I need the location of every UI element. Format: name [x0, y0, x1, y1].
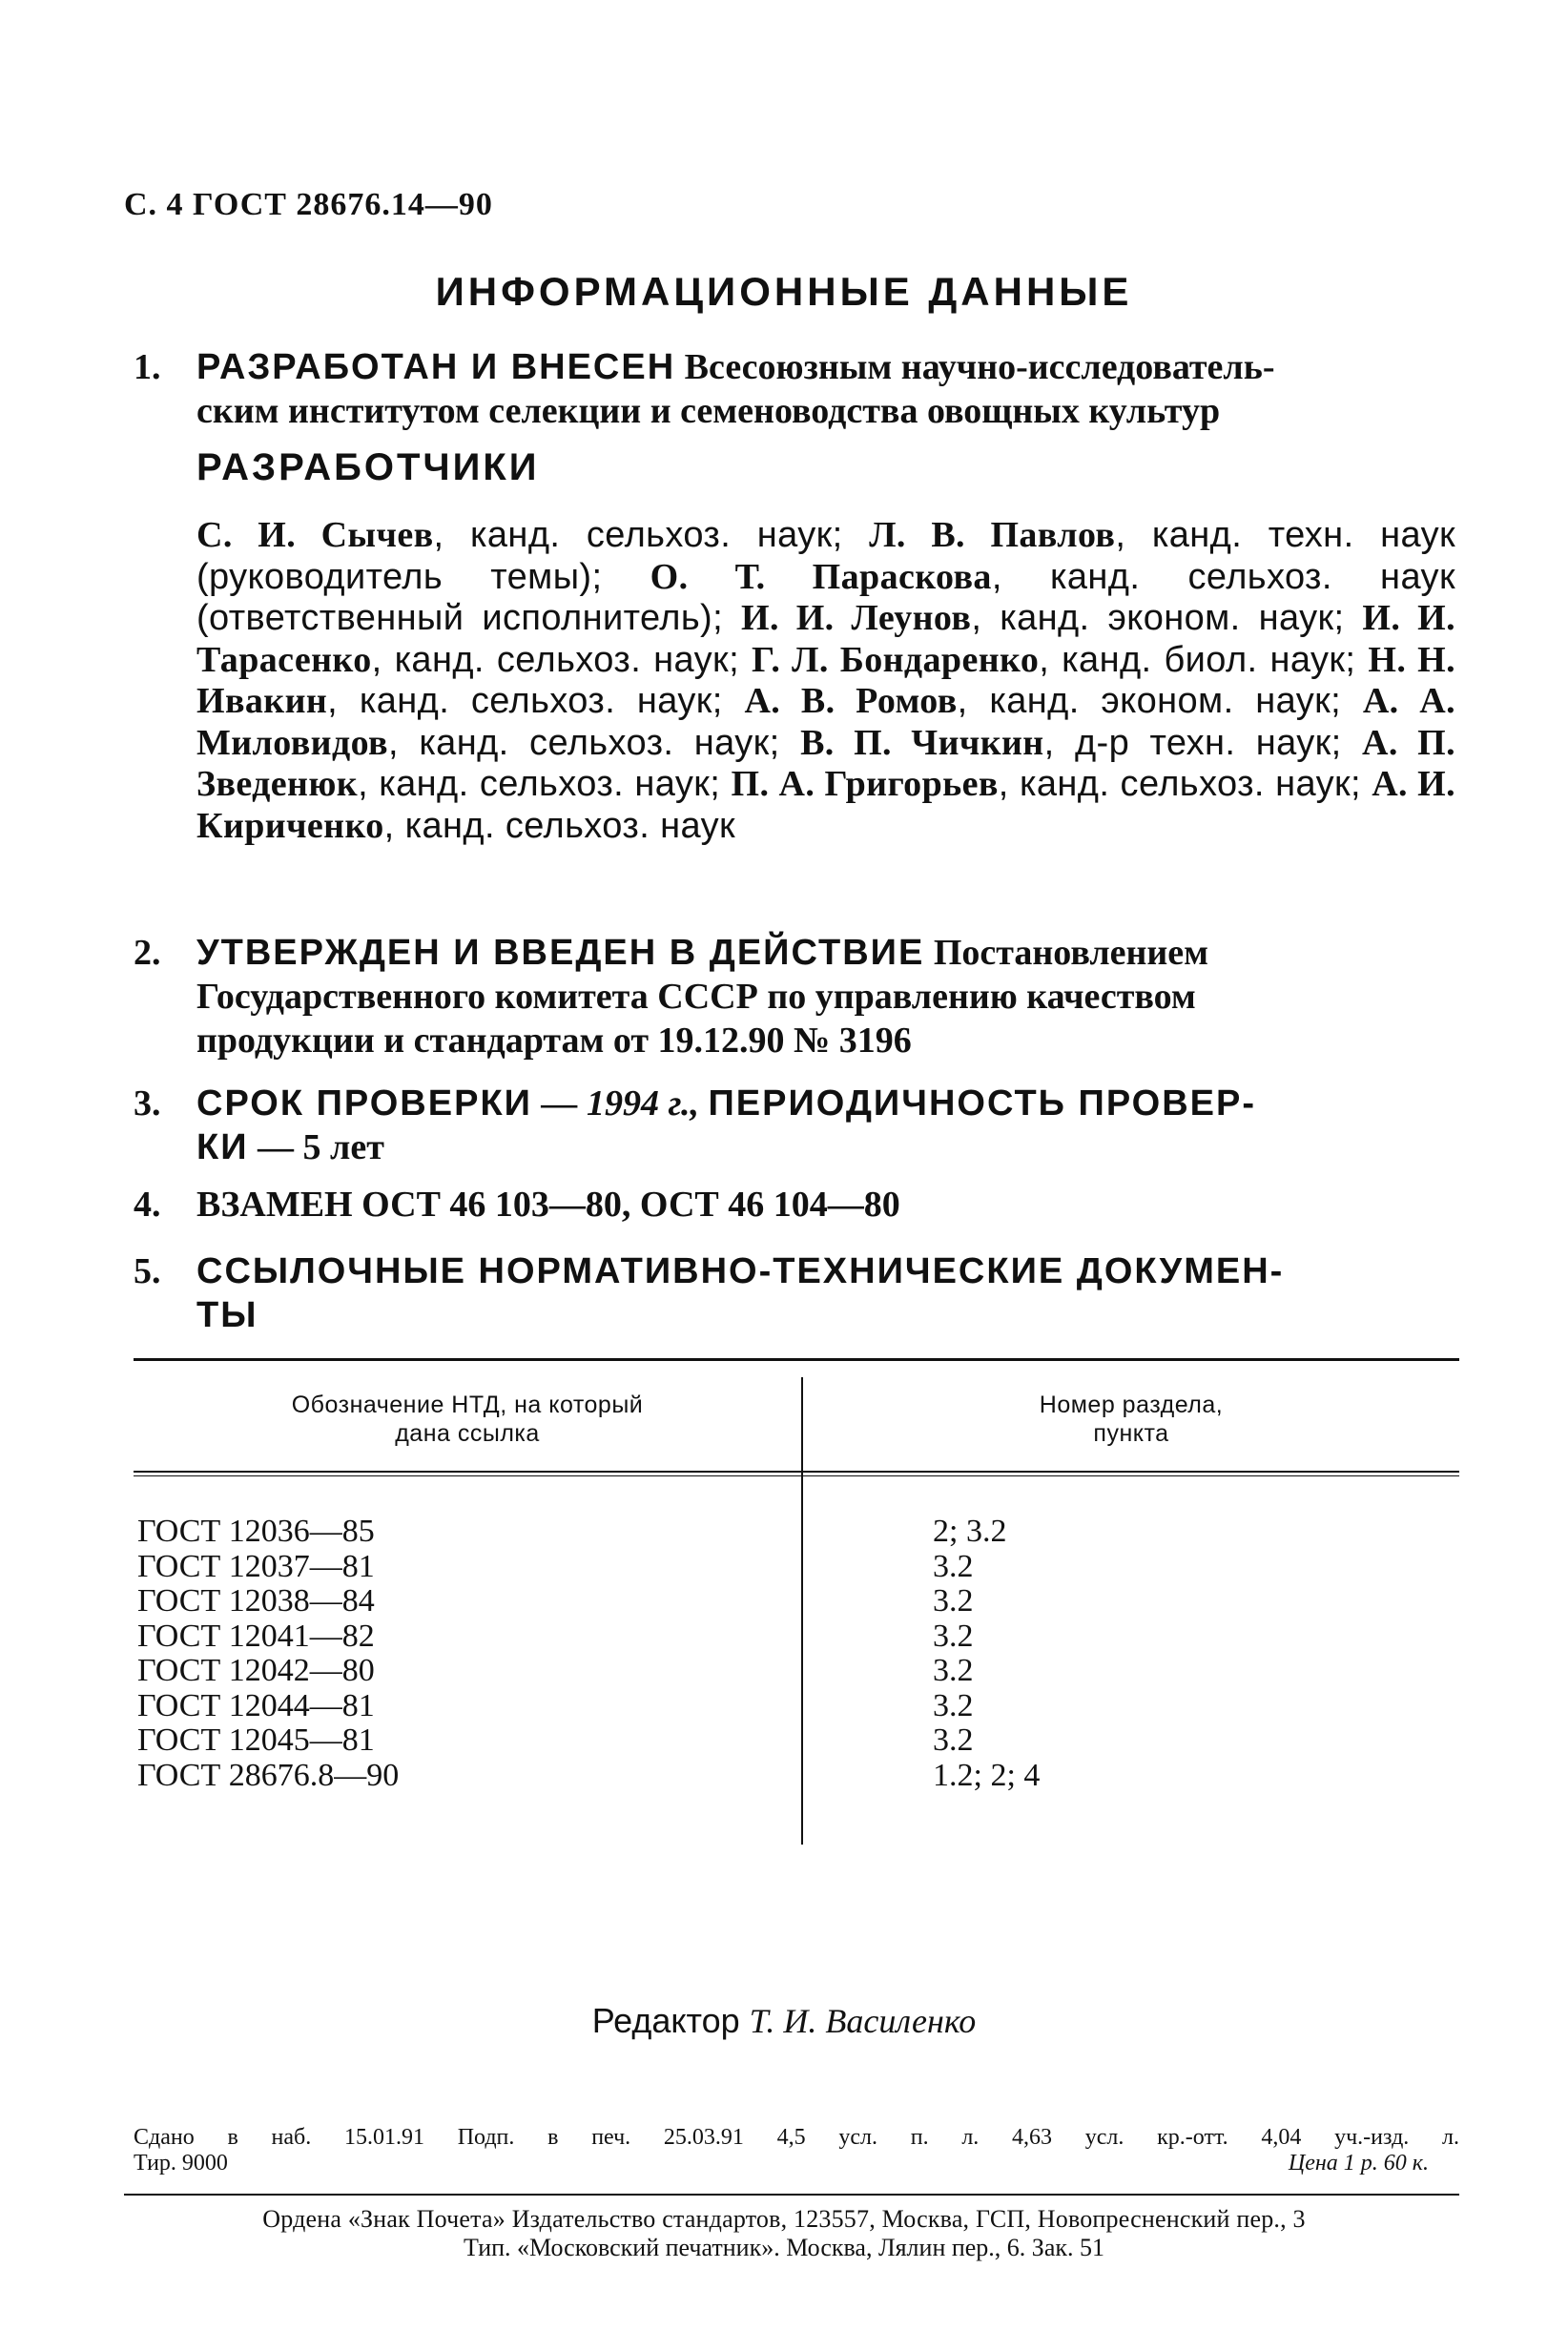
section-2-heading: УТВЕРЖДЕН И ВВЕДЕН В ДЕЙСТВИЕ — [196, 933, 925, 973]
table-cell-document: ГОСТ 12042—80 — [137, 1653, 375, 1688]
table-cell-section: 2; 3.2 — [933, 1514, 1007, 1549]
table-header-designation — [134, 1391, 801, 1448]
section-5-number: 5. — [134, 1251, 161, 1291]
section-3-year: — 1994 г., — [531, 1083, 709, 1124]
section-2-number: 2. — [134, 933, 161, 973]
developer-name: О. Т. Параскова — [650, 556, 992, 597]
developer-name: В. П. Чичкин — [800, 722, 1044, 763]
table-row — [134, 1654, 1459, 1689]
table-row — [134, 1619, 1459, 1655]
table-header-section-line-a: Номер раздела, — [1039, 1392, 1224, 1418]
table-cell-section: 3.2 — [933, 1722, 974, 1758]
table-row — [134, 1550, 1459, 1585]
table-cell-document: ГОСТ 12045—81 — [137, 1722, 375, 1758]
table-cell-section: 3.2 — [933, 1548, 974, 1584]
developer-name: И. И. Тарасенко — [196, 598, 1455, 680]
developer-title: , канд. сельхоз. наук; — [358, 764, 732, 804]
developer-name: А. П. Зведенюк — [196, 722, 1456, 804]
table-cell-section: 3.2 — [933, 1618, 974, 1654]
table-row — [134, 1723, 1459, 1759]
section-4 — [134, 1183, 1450, 1227]
table-cell-document: ГОСТ 12041—82 — [137, 1618, 375, 1654]
section-3 — [134, 1082, 1450, 1169]
section-2 — [134, 931, 1450, 1062]
section-5-heading-b: ТЫ — [196, 1295, 258, 1335]
imprint-line-1: Сдано в наб. 15.01.91 Подп. в печ. 25.03.91 4,5 усл. п. л. 4,63 усл. кр.-отт. 4,04 уч.-изд. л. — [134, 2125, 1459, 2150]
table-body — [134, 1515, 1459, 1793]
section-1-text-b: ским институтом селекции и семеноводства овощных культур — [196, 391, 1221, 431]
section-2-text-b: Государственного комитета СССР по управлению качеством — [196, 977, 1196, 1017]
section-2-text-c: продукции и стандартам от 19.12.90 № 3196 — [196, 1021, 912, 1061]
developer-title: , канд. сельхоз. наук — [383, 805, 736, 846]
table-header-designation-line-b: дана ссылка — [395, 1420, 540, 1447]
developer-name: П. А. Григорьев — [731, 764, 999, 804]
developer-name: И. И. Леунов — [740, 598, 972, 638]
publisher-line-2: Тип. «Московский печатник». Москва, Лялин пер., 6. Зак. 51 — [463, 2234, 1105, 2261]
footer-rule — [124, 2194, 1459, 2196]
section-3-tail: — 5 лет — [248, 1127, 384, 1167]
section-3-number: 3. — [134, 1083, 161, 1124]
section-3-heading-a: СРОК ПРОВЕРКИ — [196, 1083, 532, 1124]
table-cell-document: ГОСТ 12044—81 — [137, 1687, 375, 1723]
publisher-info — [0, 2205, 1568, 2262]
imprint — [134, 2125, 1459, 2176]
developer-title: , канд. эконом. наук; — [957, 681, 1363, 721]
developer-title: , канд. сельхоз. наук; — [998, 764, 1372, 804]
developers-heading: РАЗРАБОТЧИКИ — [196, 446, 540, 488]
developers-list — [196, 515, 1455, 847]
developer-title: , канд. техн. наук (руководитель темы); — [196, 515, 1455, 597]
developer-title: , канд. сельхоз. наук; — [327, 681, 745, 721]
imprint-line-2 — [134, 2151, 1459, 2176]
developer-title: , канд. биол. наук; — [1039, 639, 1369, 680]
table-cell-document: ГОСТ 12037—81 — [137, 1548, 375, 1584]
section-4-number: 4. — [134, 1185, 161, 1225]
table-cell-section: 3.2 — [933, 1653, 974, 1688]
section-1-number: 1. — [134, 347, 161, 387]
developer-name: А. И. Кириченко — [196, 764, 1456, 846]
developer-name: А. А. Миловидов — [196, 681, 1455, 763]
reference-table — [134, 1358, 1459, 1845]
table-row — [134, 1689, 1459, 1724]
developer-title: , д-р техн. наук; — [1043, 722, 1363, 763]
editor-label: Редактор — [591, 2001, 750, 2040]
section-3-heading-b: ПЕРИОДИЧНОСТЬ ПРОВЕР- — [708, 1083, 1257, 1124]
publisher-line-1: Ордена «Знак Почета» Издательство стандартов, 123557, Москва, ГСП, Новопресненский пер., 3 — [262, 2205, 1306, 2233]
editor-name: Т. И. Василенко — [749, 2002, 977, 2040]
imprint-price: Цена 1 р. 60 к. — [1288, 2151, 1429, 2176]
section-1-text-a: Всесоюзным научно-исследователь- — [684, 347, 1275, 387]
imprint-circulation: Тир. 9000 — [134, 2151, 228, 2176]
section-2-text-a: Постановлением — [933, 933, 1209, 973]
table-cell-document: ГОСТ 12036—85 — [137, 1514, 375, 1549]
developer-name: Н. Н. Ивакин — [196, 639, 1456, 721]
section-1-heading: РАЗРАБОТАН И ВНЕСЕН — [196, 347, 676, 387]
developer-title: , канд. сельхоз. наук; — [371, 639, 753, 680]
developer-name: Г. Л. Бондаренко — [752, 639, 1040, 680]
running-head: С. 4 ГОСТ 28676.14—90 — [124, 187, 493, 222]
editor-line — [0, 2001, 1568, 2041]
developer-title: , канд. эконом. наук; — [971, 598, 1363, 638]
developer-name: А. В. Ромов — [744, 681, 958, 721]
developer-title: , канд. сельхоз. наук (ответственный исполнитель); — [196, 556, 1455, 638]
table-cell-document: ГОСТ 28676.8—90 — [137, 1757, 400, 1793]
section-1 — [134, 345, 1450, 433]
table-header-section — [803, 1391, 1459, 1448]
section-4-text: ВЗАМЕН ОСТ 46 103—80, ОСТ 46 104—80 — [196, 1185, 900, 1225]
developer-title: , канд. сельхоз. наук; — [433, 515, 870, 555]
developer-name: Л. В. Павлов — [869, 515, 1116, 555]
page-title: ИНФОРМАЦИОННЫЕ ДАННЫЕ — [435, 269, 1133, 314]
table-cell-section: 3.2 — [933, 1583, 974, 1619]
table-row — [134, 1759, 1459, 1794]
developer-name: С. И. Сычев — [196, 515, 434, 555]
table-row — [134, 1584, 1459, 1619]
developer-title: , канд. сельхоз. наук; — [387, 722, 801, 763]
table-top-rule — [134, 1358, 1459, 1361]
section-5-heading-a: ССЫЛОЧНЫЕ НОРМАТИВНО-ТЕХНИЧЕСКИЕ ДОКУМЕН- — [196, 1251, 1285, 1291]
table-cell-document: ГОСТ 12038—84 — [137, 1583, 375, 1619]
section-5 — [134, 1249, 1450, 1337]
table-header-rule-thin — [134, 1475, 1459, 1476]
table-cell-section: 3.2 — [933, 1687, 974, 1723]
table-header-designation-line-a: Обозначение НТД, на который — [291, 1392, 644, 1418]
table-header-rule — [134, 1471, 1459, 1473]
section-3-heading-c: КИ — [196, 1127, 249, 1167]
table-header-section-line-b: пункта — [1093, 1420, 1169, 1447]
table-cell-section: 1.2; 2; 4 — [933, 1757, 1041, 1793]
table-row — [134, 1515, 1459, 1550]
